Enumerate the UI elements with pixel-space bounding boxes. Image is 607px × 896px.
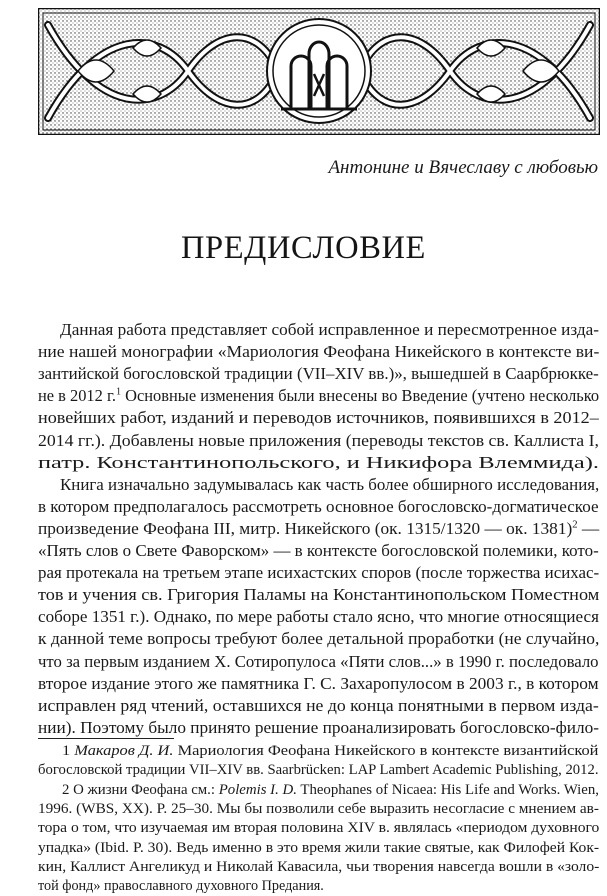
footnote-line: упадка» (Ibid. P. 30). Ведь именно в это время жили такие святые, как Филофей Кок- xyxy=(38,839,600,856)
body-line: 2014 гг.). Добавлены новые приложения (переводы текстов св. Каллиста I, xyxy=(38,430,599,450)
body-line: нии). Поэтому было принято решение проанализировать богословско-фило- xyxy=(38,717,600,737)
body-line: к данной теме вопросы требуют более детальной проработки (не случайно, xyxy=(38,629,600,649)
body-line: «Пять слов о Свете Фаворском» — в контексте богословской полемики, кото- xyxy=(38,541,599,560)
body-line: исправлен ряд чтений, оставшихся не до конца понятными в первом изда- xyxy=(38,695,599,715)
footnote-line: 1996. (WBS, XX). P. 25–30. Мы бы позволили себе выразить несогласие с мнением ав- xyxy=(38,800,599,817)
footnote-line: той фонд» православного духовного Предания. xyxy=(38,878,324,895)
footnote-line: богословской традиции VII–XIV вв. Saarbrücken: LAP Lambert Academic Publishing, 2012. xyxy=(38,762,599,779)
body-line: Книга изначально задумывалась как часть более обширного исследования, xyxy=(60,474,600,494)
body-line: Данная работа представляет собой исправленное и пересмотренное изда- xyxy=(60,320,599,339)
body-line: новейших работ, изданий и переводов источников, появившихся в 2012– xyxy=(38,408,599,428)
dedication: Антонине и Вячеславу с любовью xyxy=(328,157,598,178)
body-line: соборе 1351 г.). Однако, по мере работы стало ясно, что многие относящиеся xyxy=(38,607,599,627)
body-line: ние нашей монографии «Мариология Феофана Никейского в контексте ви- xyxy=(38,342,600,362)
footnote-line: 2 О жизни Феофана см.: Polemis I. D. Theophanes of Nicaea: His Life and Works. Wien, xyxy=(62,781,599,798)
body-line: произведение Феофана III, митр. Никейского (ок. 1315/1320 — ок. 1381)$^2$ — xyxy=(38,518,600,538)
body-line: тов и учения св. Григория Паламы на Константинопольском Поместном xyxy=(38,585,600,605)
footnote-line: тора о том, что изучаемая им вторая половина XIV в. являлась «периодом духовного xyxy=(38,820,600,837)
page-title: ПРЕДИСЛОВИЕ xyxy=(180,230,427,266)
footnote-line: 1 Макаров Д. И. Мариология Феофана Никейского в контексте византийской xyxy=(62,743,599,759)
ornamental-headpiece xyxy=(38,8,600,135)
body-line: что за первым изданием Х. Сотиропулоса «Пяти слов...» в 1990 г. последовало xyxy=(38,651,599,671)
footnote-line: кин, Каллист Ангеликуд и Николай Кавасила, чьи творения навсегда вошли в «золо- xyxy=(38,858,600,875)
body-line: не в 2012 г.$^1$ Основные изменения были внесены во Введение (учтено несколько xyxy=(38,386,600,406)
body-line: в котором предполагалось рассмотреть основное богословско-догматическое xyxy=(38,496,599,516)
body-line: зантийской богословской традиции (VII–XIV вв.)», вышедшей в Саарбрюкке- xyxy=(38,364,599,384)
body-line: второе издание этого же памятника Г. С. Захаропулосом в 2003 г., в котором xyxy=(38,673,599,693)
footnote-separator xyxy=(38,738,174,739)
body-line: патр. Константинопольского, и Никифора Влеммида). xyxy=(38,452,599,472)
body-line: рая протекала на третьем этапе исихастских споров (после торжества исихас- xyxy=(38,563,600,583)
